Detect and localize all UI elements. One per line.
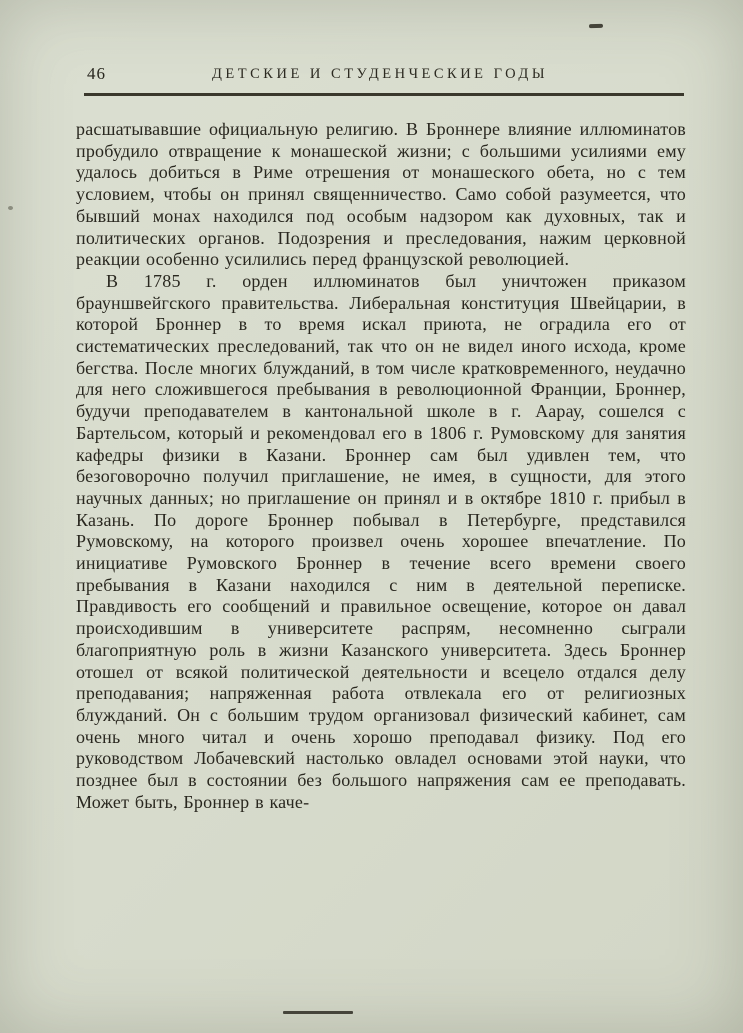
scan-artifact-bottom-line <box>283 1011 353 1014</box>
scan-artifact-top-dash <box>589 24 603 28</box>
page-header <box>75 64 685 88</box>
header-rule <box>84 93 684 96</box>
scan-artifact-left-dot <box>8 206 13 210</box>
paragraph-continuation: расшатывавшие официальную религию. В Броннере влияние иллюминатов пробудило отвращение к монашеской жизни; с большими усилиями ему удалось добиться в Риме отрешения от монашеского обета, но с тем условием, чтобы он принял священничество. Само собой разумеется, что бывший монах находился под особым надзором как духовных, так и политических органов. Подозрения и преследования, нажим церковной реакции особенно усилились перед французской революцией. <box>76 119 686 270</box>
running-title: ДЕТСКИЕ И СТУДЕНЧЕСКИЕ ГОДЫ <box>212 66 548 82</box>
page-body <box>76 119 686 814</box>
page-number: 46 <box>87 64 106 83</box>
paragraph: В 1785 г. орден иллюминатов был уничтожен приказом брауншвейгского правительства. Либеральная конституция Швейцарии, в которой Броннер в то время искал приюта, не оградила его от систематических преследований, так что он не видел иного исхода, кроме бегства. После многих блужданий, в том числе кратковременного, неудачно для него сложившегося пребывания в революционной Франции, Броннер, будучи преподавателем в кантональной школе в г. Аарау, сошелся с Бартельсом, который и рекомендовал его в 1806 г. Румовскому для занятия кафедры физики в Казани. Броннер сам был удивлен тем, что безоговорочно получил приглашение, не имея, в сущности, для этого научных данных; но приглашение он принял и в октябре 1810 г. прибыл в Казань. По дороге Броннер побывал в Петербурге, представился Румовскому, на которого произвел очень хорошее впечатление. По инициативе Румовского Броннер в течение всего времени своего пребывания в Казани находился с ним в деятельной переписке. Правдивость его сообщений и правильное освещение, которое он давал происходившим в университете распрям, несомненно сыграли благоприятную роль в жизни Казанского университета. Здесь Броннер отошел от всякой политической деятельности и всецело отдался делу преподавания; напряженная работа отвлекала его от религиозных блужданий. Он с большим трудом организовал физический кабинет, сам очень много читал и очень хорошо преподавал физику. Под его руководством Лобачевский настолько овладел основами этой науки, что позднее был в состоянии без большого напряжения сам ее преподавать. Может быть, Броннер в каче- <box>76 270 686 812</box>
